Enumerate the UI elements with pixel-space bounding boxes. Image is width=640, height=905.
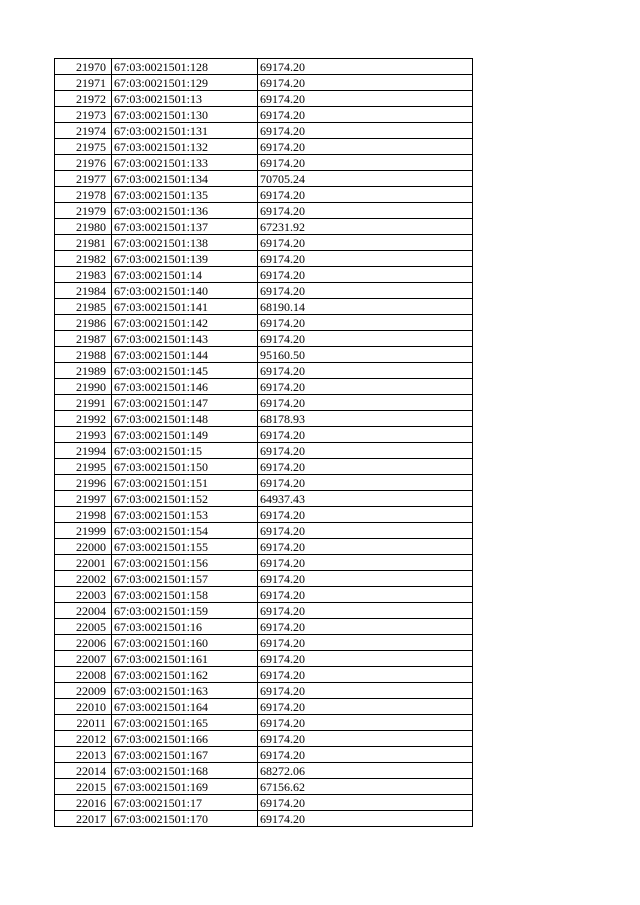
value-cell: 69174.20 [258,571,473,587]
value-cell: 69174.20 [258,395,473,411]
value-cell: 69174.20 [258,795,473,811]
row-number-cell: 21990 [55,379,112,395]
row-number-cell: 22005 [55,619,112,635]
cadastral-number-cell: 67:03:0021501:129 [112,75,258,91]
cadastral-number-cell: 67:03:0021501:130 [112,107,258,123]
table-row [55,251,473,267]
cadastral-number-cell: 67:03:0021501:163 [112,683,258,699]
table-row [55,155,473,171]
table-row [55,395,473,411]
value-cell: 69174.20 [258,811,473,827]
table-row [55,379,473,395]
cadastral-number-cell: 67:03:0021501:169 [112,779,258,795]
table-row [55,459,473,475]
cadastral-number-cell: 67:03:0021501:142 [112,315,258,331]
table-row [55,667,473,683]
table-row [55,267,473,283]
cadastral-number-cell: 67:03:0021501:153 [112,507,258,523]
cadastral-number-cell: 67:03:0021501:144 [112,347,258,363]
table-row [55,219,473,235]
cadastral-number-cell: 67:03:0021501:15 [112,443,258,459]
table-row [55,779,473,795]
cadastral-number-cell: 67:03:0021501:156 [112,555,258,571]
row-number-cell: 22009 [55,683,112,699]
value-cell: 68272.06 [258,763,473,779]
cadastral-number-cell: 67:03:0021501:152 [112,491,258,507]
value-cell: 69174.20 [258,443,473,459]
value-cell: 68178.93 [258,411,473,427]
row-number-cell: 22017 [55,811,112,827]
value-cell: 95160.50 [258,347,473,363]
table-row [55,59,473,75]
table-row [55,795,473,811]
row-number-cell: 21984 [55,283,112,299]
value-cell: 69174.20 [258,715,473,731]
table-row [55,571,473,587]
row-number-cell: 21991 [55,395,112,411]
cadastral-number-cell: 67:03:0021501:150 [112,459,258,475]
table-row [55,139,473,155]
row-number-cell: 21985 [55,299,112,315]
value-cell: 69174.20 [258,747,473,763]
row-number-cell: 22004 [55,603,112,619]
row-number-cell: 21979 [55,203,112,219]
table-row [55,539,473,555]
table-row [55,203,473,219]
cadastral-number-cell: 67:03:0021501:138 [112,235,258,251]
table-row [55,107,473,123]
value-cell: 69174.20 [258,91,473,107]
table-row [55,315,473,331]
row-number-cell: 21989 [55,363,112,379]
row-number-cell: 22015 [55,779,112,795]
value-cell: 69174.20 [258,107,473,123]
table-row [55,811,473,827]
value-cell: 69174.20 [258,555,473,571]
value-cell: 69174.20 [258,203,473,219]
table-row [55,91,473,107]
row-number-cell: 21978 [55,187,112,203]
cadastral-number-cell: 67:03:0021501:164 [112,699,258,715]
value-cell: 69174.20 [258,731,473,747]
cadastral-number-cell: 67:03:0021501:158 [112,587,258,603]
row-number-cell: 21992 [55,411,112,427]
cadastral-number-cell: 67:03:0021501:134 [112,171,258,187]
row-number-cell: 22008 [55,667,112,683]
cadastral-number-cell: 67:03:0021501:148 [112,411,258,427]
value-cell: 69174.20 [258,523,473,539]
value-cell: 69174.20 [258,459,473,475]
cadastral-number-cell: 67:03:0021501:133 [112,155,258,171]
cadastral-number-cell: 67:03:0021501:161 [112,651,258,667]
row-number-cell: 21972 [55,91,112,107]
cadastral-number-cell: 67:03:0021501:128 [112,59,258,75]
table-row [55,187,473,203]
row-number-cell: 21976 [55,155,112,171]
value-cell: 64937.43 [258,491,473,507]
table-row [55,731,473,747]
cadastral-number-cell: 67:03:0021501:14 [112,267,258,283]
row-number-cell: 21994 [55,443,112,459]
table-row [55,699,473,715]
value-cell: 67156.62 [258,779,473,795]
cadastral-number-cell: 67:03:0021501:135 [112,187,258,203]
value-cell: 69174.20 [258,507,473,523]
cadastral-number-cell: 67:03:0021501:140 [112,283,258,299]
table-row [55,587,473,603]
row-number-cell: 22002 [55,571,112,587]
value-cell: 69174.20 [258,59,473,75]
table-row [55,619,473,635]
value-cell: 69174.20 [258,667,473,683]
table-row [55,763,473,779]
value-cell: 69174.20 [258,699,473,715]
value-cell: 69174.20 [258,75,473,91]
value-cell: 69174.20 [258,539,473,555]
row-number-cell: 22006 [55,635,112,651]
row-number-cell: 21997 [55,491,112,507]
row-number-cell: 22011 [55,715,112,731]
row-number-cell: 22000 [55,539,112,555]
value-cell: 68190.14 [258,299,473,315]
table-row [55,363,473,379]
table-row [55,747,473,763]
value-cell: 69174.20 [258,235,473,251]
table-row [55,75,473,91]
cadastral-number-cell: 67:03:0021501:147 [112,395,258,411]
value-cell: 69174.20 [258,475,473,491]
cadastral-number-cell: 67:03:0021501:154 [112,523,258,539]
table-row [55,651,473,667]
row-number-cell: 21988 [55,347,112,363]
value-cell: 69174.20 [258,379,473,395]
table-row [55,475,473,491]
cadastral-number-cell: 67:03:0021501:137 [112,219,258,235]
table-row [55,411,473,427]
table-row [55,683,473,699]
cadastral-number-cell: 67:03:0021501:17 [112,795,258,811]
row-number-cell: 22003 [55,587,112,603]
value-cell: 67231.92 [258,219,473,235]
row-number-cell: 22010 [55,699,112,715]
row-number-cell: 22007 [55,651,112,667]
row-number-cell: 21996 [55,475,112,491]
cadastral-number-cell: 67:03:0021501:16 [112,619,258,635]
row-number-cell: 21999 [55,523,112,539]
table-row [55,331,473,347]
value-cell: 70705.24 [258,171,473,187]
row-number-cell: 22016 [55,795,112,811]
row-number-cell: 22013 [55,747,112,763]
row-number-cell: 21974 [55,123,112,139]
row-number-cell: 21977 [55,171,112,187]
table-row [55,283,473,299]
cadastral-number-cell: 67:03:0021501:131 [112,123,258,139]
cadastral-number-cell: 67:03:0021501:143 [112,331,258,347]
value-cell: 69174.20 [258,635,473,651]
table-row [55,171,473,187]
table-row [55,635,473,651]
table-row [55,347,473,363]
cadastral-number-cell: 67:03:0021501:155 [112,539,258,555]
cadastral-number-cell: 67:03:0021501:141 [112,299,258,315]
row-number-cell: 21998 [55,507,112,523]
table-row [55,235,473,251]
value-cell: 69174.20 [258,139,473,155]
row-number-cell: 21980 [55,219,112,235]
value-cell: 69174.20 [258,363,473,379]
cadastral-number-cell: 67:03:0021501:166 [112,731,258,747]
cadastral-number-cell: 67:03:0021501:151 [112,475,258,491]
cadastral-number-cell: 67:03:0021501:159 [112,603,258,619]
cadastral-number-cell: 67:03:0021501:170 [112,811,258,827]
value-cell: 69174.20 [258,187,473,203]
table-row [55,427,473,443]
cadastral-number-cell: 67:03:0021501:13 [112,91,258,107]
row-number-cell: 22014 [55,763,112,779]
cadastral-number-cell: 67:03:0021501:146 [112,379,258,395]
row-number-cell: 21982 [55,251,112,267]
cadastral-number-cell: 67:03:0021501:132 [112,139,258,155]
cadastral-number-cell: 67:03:0021501:145 [112,363,258,379]
table-row [55,491,473,507]
row-number-cell: 22012 [55,731,112,747]
table-row [55,555,473,571]
table-row [55,443,473,459]
row-number-cell: 21981 [55,235,112,251]
value-cell: 69174.20 [258,123,473,139]
value-cell: 69174.20 [258,331,473,347]
table-row [55,603,473,619]
row-number-cell: 21987 [55,331,112,347]
row-number-cell: 21983 [55,267,112,283]
value-cell: 69174.20 [258,683,473,699]
value-cell: 69174.20 [258,651,473,667]
table-row [55,299,473,315]
cadastral-number-cell: 67:03:0021501:165 [112,715,258,731]
table-row [55,123,473,139]
row-number-cell: 22001 [55,555,112,571]
row-number-cell: 21971 [55,75,112,91]
cadastral-value-table [54,58,473,827]
cadastral-number-cell: 67:03:0021501:139 [112,251,258,267]
value-cell: 69174.20 [258,427,473,443]
cadastral-number-cell: 67:03:0021501:168 [112,763,258,779]
value-cell: 69174.20 [258,587,473,603]
row-number-cell: 21995 [55,459,112,475]
cadastral-number-cell: 67:03:0021501:160 [112,635,258,651]
table-body [55,59,473,827]
value-cell: 69174.20 [258,315,473,331]
cadastral-number-cell: 67:03:0021501:162 [112,667,258,683]
cadastral-number-cell: 67:03:0021501:157 [112,571,258,587]
row-number-cell: 21986 [55,315,112,331]
value-cell: 69174.20 [258,283,473,299]
cadastral-number-cell: 67:03:0021501:167 [112,747,258,763]
table-row [55,523,473,539]
table-row [55,507,473,523]
row-number-cell: 21975 [55,139,112,155]
value-cell: 69174.20 [258,603,473,619]
row-number-cell: 21970 [55,59,112,75]
row-number-cell: 21973 [55,107,112,123]
row-number-cell: 21993 [55,427,112,443]
value-cell: 69174.20 [258,155,473,171]
cadastral-number-cell: 67:03:0021501:149 [112,427,258,443]
table-row [55,715,473,731]
value-cell: 69174.20 [258,267,473,283]
value-cell: 69174.20 [258,251,473,267]
value-cell: 69174.20 [258,619,473,635]
cadastral-number-cell: 67:03:0021501:136 [112,203,258,219]
